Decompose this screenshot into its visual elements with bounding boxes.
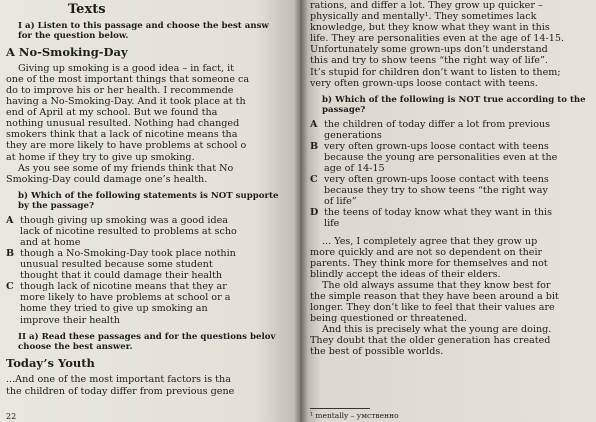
text-line: the teens of today know what they want in this: [324, 207, 553, 219]
text-line: life. They are personalities even at the age of 14-15.: [310, 33, 564, 45]
text-line: and at home: [20, 236, 81, 248]
text-line: home they tried to give up smoking an: [20, 303, 208, 315]
book-spine-shadow: [294, 0, 308, 422]
answer-option-c: [310, 174, 590, 207]
right-page: [300, 0, 596, 422]
text-line: end of April at my school. But we found tha: [6, 107, 218, 119]
task-a-instruction: [6, 21, 300, 42]
text-line: the children of today differ from previous gene: [6, 385, 235, 397]
option-letter: B: [6, 247, 15, 259]
task-line: b) Which of the following statements is NOT supporte: [18, 190, 279, 201]
answer-option-a: [6, 215, 300, 248]
task-b-instruction: [6, 191, 300, 212]
task-line: for the question below.: [18, 31, 129, 42]
text-line: knowledge, but they know what they want in this: [310, 22, 550, 34]
text-line: this and try to show teens “the right way of life”.: [310, 55, 548, 67]
task-line: I a) Listen to this passage and choose the best answ: [18, 21, 269, 31]
passage-agreement: [310, 236, 590, 280]
footnote: ¹ mentally – умственно: [310, 410, 399, 420]
text-line: one of the most important things that someone ca: [6, 73, 250, 85]
text-line: improve their health: [20, 314, 120, 326]
footnote-divider: [310, 408, 370, 409]
text-line: life: [324, 218, 340, 230]
text-line: physically and mentally¹. They sometimes lack: [310, 11, 537, 23]
text-line: Smoking-Day could damage one’s health.: [6, 173, 208, 185]
text-line: the best of possible worlds.: [310, 346, 444, 358]
text-line: Giving up smoking is a good idea – in fact, it: [18, 62, 235, 74]
answer-option-b: [6, 248, 300, 281]
text-line: It’s stupid for children don’t want to listen to them;: [310, 66, 561, 78]
option-letter: D: [310, 207, 319, 219]
text-line: though a No-Smoking-Day took place nothin: [20, 247, 236, 259]
text-line: blindly accept the ideas of their elders.: [310, 268, 501, 280]
text-line: thought that it could damage their health: [20, 270, 223, 282]
text-line: And this is precisely what the young are doing.: [322, 324, 552, 336]
passage-young-doing: [310, 324, 590, 357]
passage-todays-youth: [6, 374, 300, 396]
page-number: 22: [6, 412, 17, 421]
text-line: rations, and differ a lot. They grow up quicker –: [310, 0, 543, 11]
text-line: very often grown-ups loose contact with teens.: [310, 77, 538, 89]
task-line: passage?: [322, 105, 366, 116]
text-line: longer. They don’t like to feel that their values are: [310, 302, 555, 314]
answer-option-d: [310, 207, 590, 229]
task-line: II a) Read these passages and for the questions belov: [18, 331, 276, 342]
option-letter: C: [6, 281, 14, 293]
text-line: at home if they try to give up smoking.: [6, 151, 195, 163]
passage-no-smoking: [6, 63, 300, 185]
text-line: because they try to show teens “the right way: [324, 185, 548, 197]
answer-option-b: [310, 141, 590, 174]
text-line: very often grown-ups loose contact with teens: [324, 174, 549, 186]
text-line: the children of today differ a lot from previous: [324, 118, 551, 130]
text-line: though lack of nicotine means that they ar: [20, 281, 227, 293]
text-line: being questioned or threatened.: [310, 313, 467, 325]
text-line: having a No-Smoking-Day. And it took place at th: [6, 96, 246, 108]
passage-continuation: [310, 0, 590, 89]
passage-title: A No-Smoking-Day: [6, 44, 128, 59]
text-line: age of 14-15: [324, 162, 385, 174]
text-line: because the young are personalities even at the: [324, 151, 558, 163]
text-line: more likely to have problems at school or a: [20, 292, 231, 304]
text-line: ... Yes, I completely agree that they grow up: [322, 235, 538, 247]
text-line: generations: [324, 129, 382, 141]
passage-title: Today’s Youth: [6, 356, 95, 371]
text-line: more quickly and are not so dependent on their: [310, 246, 543, 258]
answer-option-c: [6, 281, 300, 325]
text-line: lack of nicotine resulted to problems at scho: [20, 225, 237, 237]
passage-old-assume: [310, 280, 590, 324]
text-line: They doubt that the older generation has created: [310, 335, 551, 347]
answer-option-a: [310, 119, 590, 141]
option-letter: A: [310, 118, 318, 130]
task-line: choose the best answer.: [18, 342, 133, 352]
text-line: smokers think that a lack of nicotine means tha: [6, 129, 238, 141]
text-line: ...And one of the most important factors is tha: [6, 374, 231, 386]
text-line: very often grown-ups loose contact with teens: [324, 140, 549, 152]
task-line: by the passage?: [18, 201, 95, 212]
task-b-instruction: [310, 95, 590, 116]
text-line: they are more likely to have problems at school o: [6, 140, 247, 152]
text-line: the simple reason that they have been around a bit: [310, 290, 559, 302]
text-line: though giving up smoking was a good idea: [20, 214, 229, 226]
text-line: unusual resulted because some student: [20, 259, 213, 271]
section-heading: Texts: [68, 2, 106, 17]
text-line: As you see some of my friends think that No: [18, 162, 234, 174]
text-line: nothing unusual resulted. Nothing had changed: [6, 118, 240, 130]
option-letter: B: [310, 140, 319, 152]
text-line: parents. They think more for themselves and not: [310, 257, 548, 269]
text-line: of life”: [324, 196, 357, 208]
text-line: do to improve his or her health. I recommende: [6, 85, 234, 96]
task-line: b) Which of the following is NOT true according to the: [322, 94, 586, 105]
option-letter: A: [6, 214, 14, 226]
task-2a-instruction: [6, 332, 300, 353]
text-line: The old always assume that they know best for: [322, 279, 551, 291]
text-line: Unfortunately some grown-ups don’t understand: [310, 44, 548, 56]
option-letter: C: [310, 174, 318, 186]
